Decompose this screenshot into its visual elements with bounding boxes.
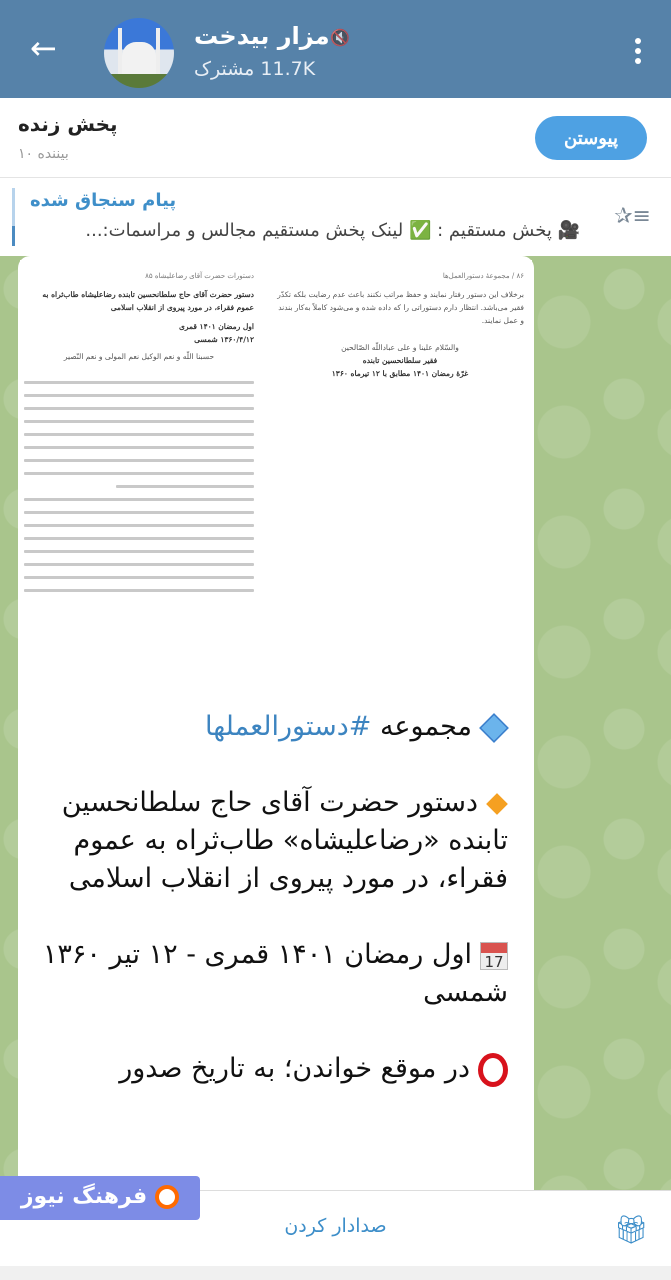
watermark-logo <box>0 1176 200 1220</box>
watermark-circle-icon <box>155 1185 179 1209</box>
live-title: پخش زنده <box>18 112 118 136</box>
muted-icon: 🔇 <box>330 28 350 47</box>
more-options-icon[interactable] <box>635 38 641 68</box>
doc-body-lines <box>24 381 254 592</box>
document-image[interactable] <box>20 260 532 666</box>
pinned-text: 🎥 پخش مستقیم : ✅ لینک پخش مستقیم مجالس و مراسمات:... <box>85 220 580 241</box>
blue-diamond-icon <box>479 713 509 743</box>
red-circle-icon <box>478 1053 508 1087</box>
gift-icon[interactable]: 🎁︎ <box>613 1213 649 1246</box>
hashtag-link[interactable]: #دستورالعملها <box>204 711 372 742</box>
message-paragraph-title: دستور حضرت آقای حاج سلطانحسین تابنده «رضاعلیشاه» طاب‌ثراه به عموم فقراء، در مورد پیروی از انقلاب اسلامی <box>61 787 508 894</box>
doc-sign1: والسّلام علینا و علی عباداللّه الصّالحین <box>341 343 459 352</box>
doc-text-right: برخلاف این دستور رفتار نمایند و حفظ مراتب نکنند باعث عدم رضایت بلکه تکدّر فقیر می‌باشد. انتظار دارم دستوراتی را که داده شده و می‌شود کاملاً به‌کار بندند و عمل نمایند. <box>277 290 524 325</box>
doc-header-right: ۸۶ / مجموعهٔ دستورالعمل‌ها <box>442 272 524 280</box>
doc-date-right: غرّهٔ رمضان ۱۴۰۱ مطابق با ۱۲ تیرماه ۱۳۶۰ <box>331 369 469 378</box>
orange-diamond-icon <box>486 793 508 815</box>
document-left-column <box>24 272 254 602</box>
chat-area[interactable] <box>0 256 671 1190</box>
pinned-indicator <box>12 188 15 246</box>
doc-header-left: دستورات حضرت آقای رضاعلیشاه ۸۵ <box>145 272 254 280</box>
doc-date2: ۱۳۶۰/۴/۱۲ شمسی <box>194 335 254 344</box>
live-stream-bar[interactable] <box>0 98 671 178</box>
doc-date1: اول رمضان ۱۴۰۱ قمری <box>179 322 254 331</box>
channel-header <box>0 0 671 98</box>
message-bubble <box>18 256 534 1216</box>
calendar-icon: 17 <box>480 942 508 970</box>
document-right-column <box>276 272 524 380</box>
channel-title[interactable]: مزار بیدخت <box>194 22 330 50</box>
unmute-button[interactable]: صدادار کردن <box>284 1215 387 1237</box>
doc-bismillah: حسبنا اللّه و نعم الوکیل نعم المولی و نعم النّصیر <box>63 352 215 361</box>
back-arrow-icon[interactable]: ← <box>30 29 57 67</box>
doc-title: دستور حضرت آقای حاج سلطانحسین تابنده رضاعلیشاه طاب‌ثراه به عموم فقراء، در مورد پیروی از انقلاب اسلامی <box>42 290 254 312</box>
message-paragraph-note: در موقع خواندن؛ به تاریخ صدور <box>119 1053 470 1084</box>
pinned-message-bar[interactable] <box>0 178 671 256</box>
subscriber-count: 11.7K مشترک <box>194 58 316 80</box>
collection-label: مجموعه <box>371 711 472 742</box>
join-live-button[interactable]: پیوستن <box>535 116 647 160</box>
message-date: اول رمضان ۱۴۰۱ قمری - ۱۲ تیر ۱۳۶۰ شمسی <box>42 939 508 1008</box>
channel-avatar[interactable] <box>104 18 174 88</box>
doc-sign2: فقیر سلطانحسین تابنده <box>362 356 438 365</box>
nav-strip <box>0 1266 671 1280</box>
pinned-list-icon[interactable]: ✰≡ <box>614 204 651 229</box>
live-viewers: ۱۰ بیننده <box>18 146 69 162</box>
watermark-text: فرهنگ نیوز <box>20 1184 148 1209</box>
message-text <box>38 708 508 1126</box>
pinned-title: پیام سنجاق شده <box>30 190 177 211</box>
